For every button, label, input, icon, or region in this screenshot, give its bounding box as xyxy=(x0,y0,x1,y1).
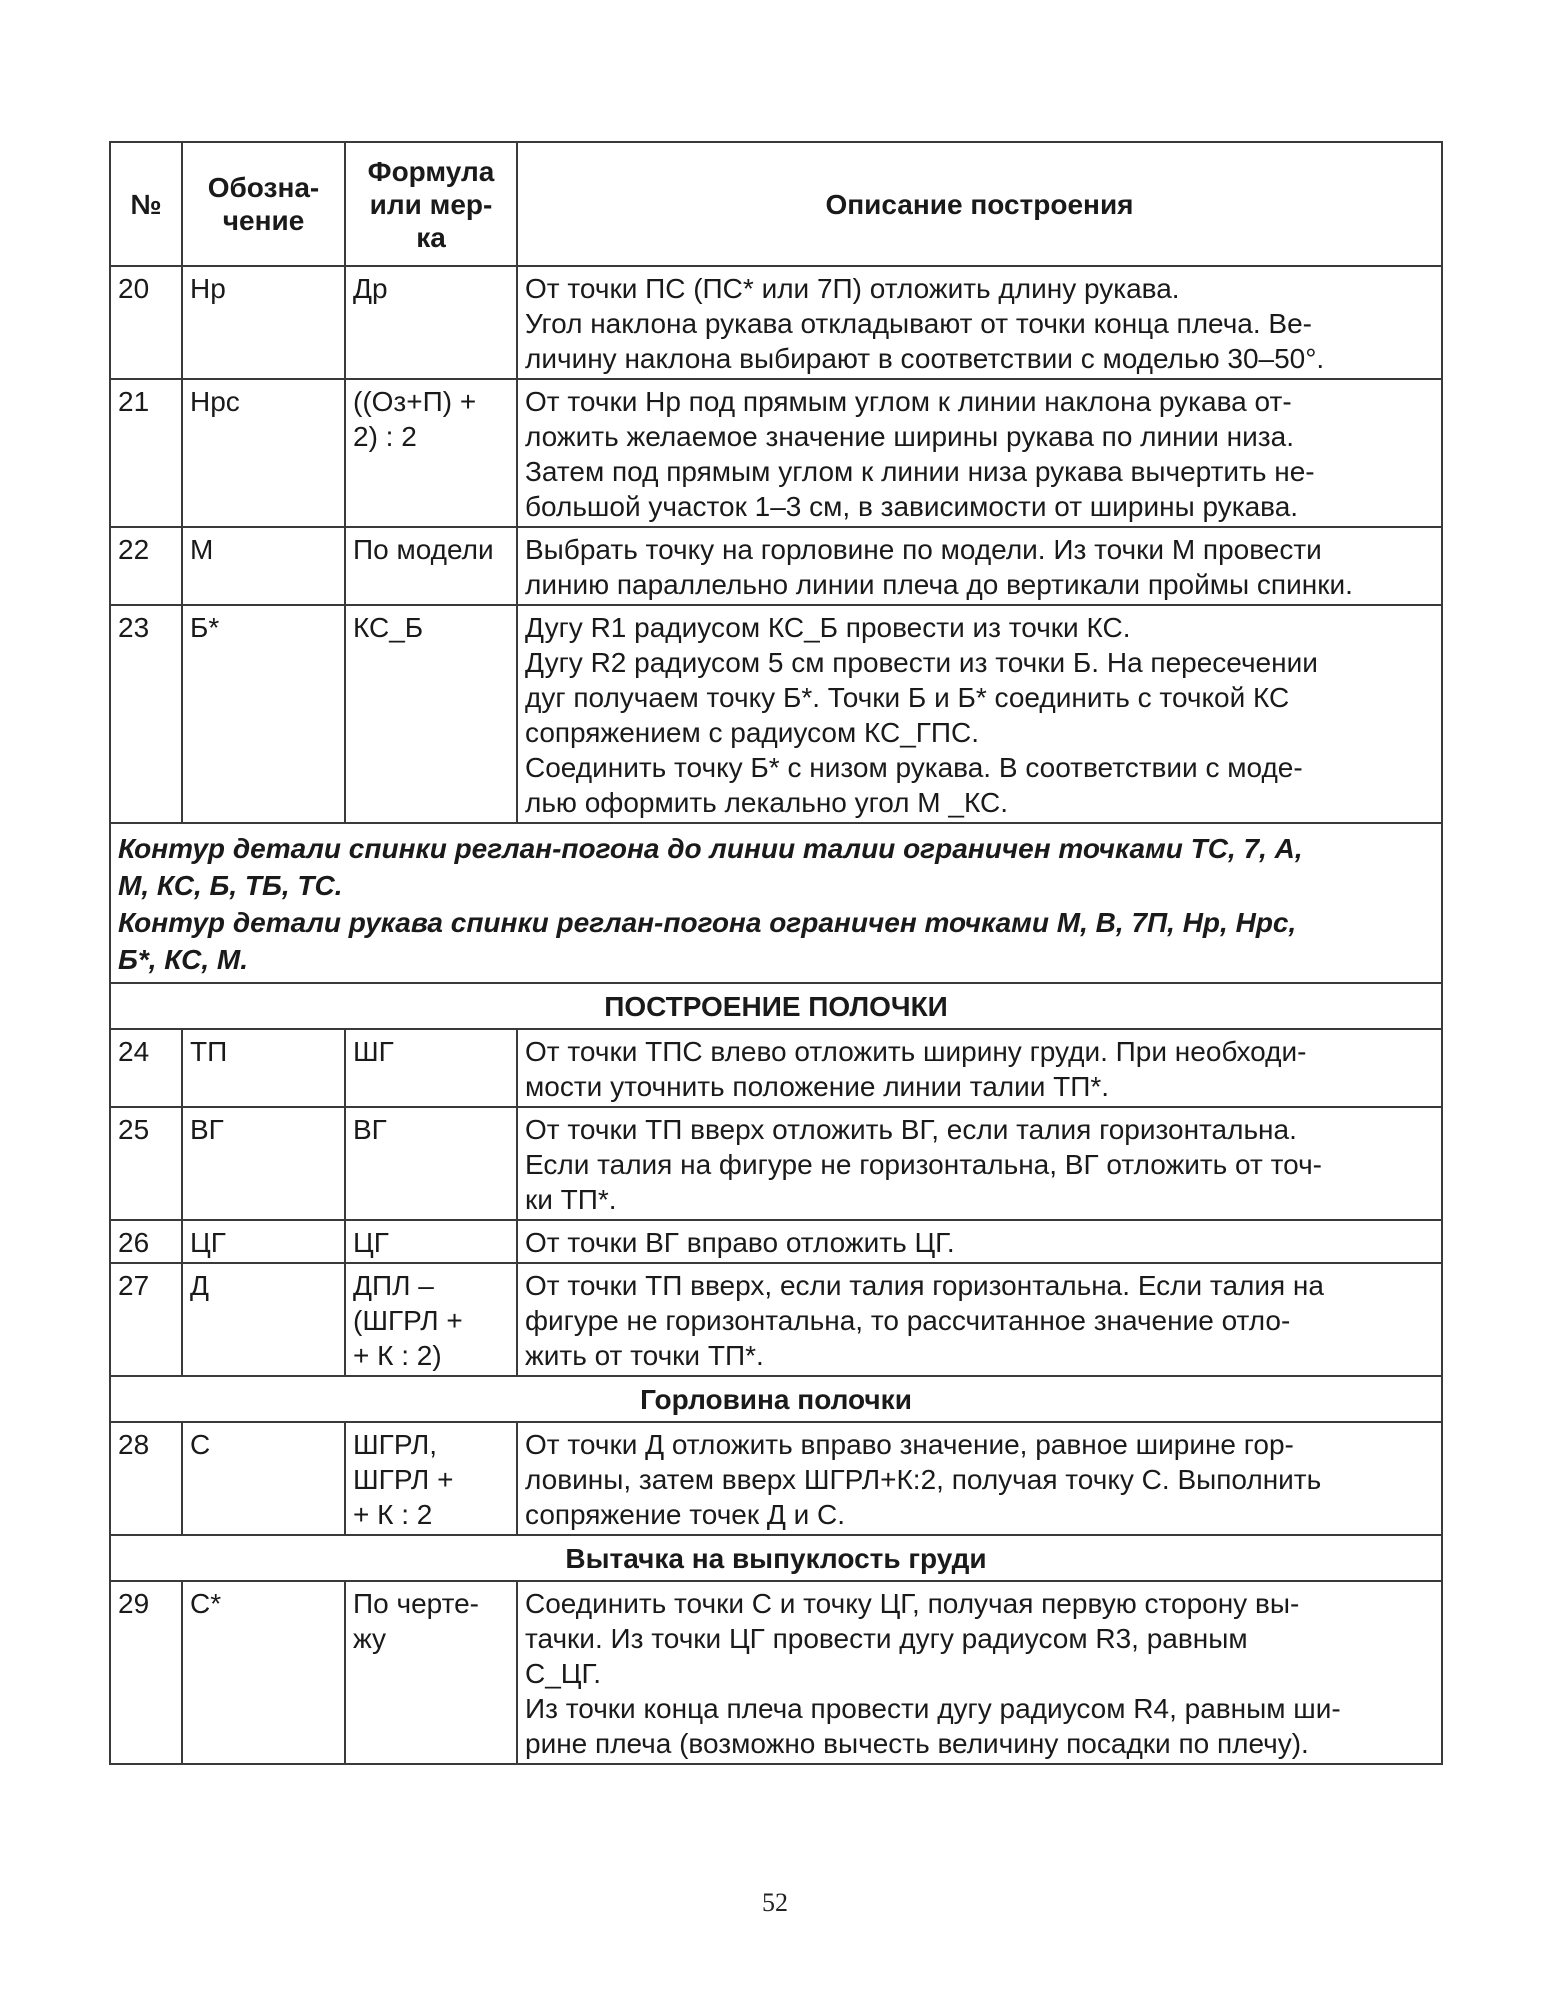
section-title-front: ПОСТРОЕНИЕ ПОЛОЧКИ xyxy=(110,983,1442,1029)
row-formula: ((Оз+П) + 2) : 2 xyxy=(345,379,517,527)
table-row xyxy=(110,1581,1442,1764)
table-row xyxy=(110,1107,1442,1220)
row-number: 24 xyxy=(110,1029,182,1107)
section-row xyxy=(110,1376,1442,1422)
row-formula: ВГ xyxy=(345,1107,517,1220)
row-formula: ЦГ xyxy=(345,1220,517,1263)
summary-row xyxy=(110,823,1442,983)
table-row xyxy=(110,266,1442,379)
row-designation: М xyxy=(182,527,345,605)
table-row xyxy=(110,527,1442,605)
row-formula: Др xyxy=(345,266,517,379)
row-number: 23 xyxy=(110,605,182,823)
header-description: Описание построения xyxy=(517,142,1442,266)
row-description: От точки Нр под прямым углом к линии наклона рукава от- ложить желаемое значение ширины рукава по линии низа. Затем под прямым углом к линии низа рукава вычертить не- большой участок 1–3 см, в зависимости от ширины рукава. xyxy=(517,379,1442,527)
row-description: От точки ВГ вправо отложить ЦГ. xyxy=(517,1220,1442,1263)
row-designation: ВГ xyxy=(182,1107,345,1220)
row-number: 25 xyxy=(110,1107,182,1220)
row-designation: Б* xyxy=(182,605,345,823)
page-number: 52 xyxy=(762,1888,788,1917)
section-title-neck: Горловина полочки xyxy=(110,1376,1442,1422)
row-description: Выбрать точку на горловине по модели. Из точки М провести линию параллельно линии плеча до вертикали проймы спинки. xyxy=(517,527,1442,605)
row-description: От точки ПС (ПС* или 7П) отложить длину рукава. Угол наклона рукава откладывают от точки конца плеча. Ве- личину наклона выбирают в соответствии с моделью 30–50°. xyxy=(517,266,1442,379)
row-formula: По модели xyxy=(345,527,517,605)
section-title-dart: Вытачка на выпуклость груди xyxy=(110,1535,1442,1581)
row-number: 27 xyxy=(110,1263,182,1376)
row-formula: ДПЛ – (ШГРЛ + + К : 2) xyxy=(345,1263,517,1376)
table-row xyxy=(110,1422,1442,1535)
row-formula: По черте- жу xyxy=(345,1581,517,1764)
row-designation: Д xyxy=(182,1263,345,1376)
table-row xyxy=(110,1029,1442,1107)
row-formula: КС_Б xyxy=(345,605,517,823)
row-designation: Нр xyxy=(182,266,345,379)
row-number: 21 xyxy=(110,379,182,527)
construction-table xyxy=(109,141,1443,1765)
row-description: Дугу R1 радиусом КС_Б провести из точки КС. Дугу R2 радиусом 5 см провести из точки Б. На пересечении дуг получаем точку Б*. Точки Б и Б* соединить с точкой КС сопряжением с радиусом КС_ГПС. Соединить точку Б* с низом рукава. В соответствии с моде- лью оформить лекально угол М _КС. xyxy=(517,605,1442,823)
table-row xyxy=(110,1263,1442,1376)
row-designation: С* xyxy=(182,1581,345,1764)
row-formula: ШГРЛ, ШГРЛ + + К : 2 xyxy=(345,1422,517,1535)
table-row xyxy=(110,1220,1442,1263)
header-formula: Формула или мер- ка xyxy=(345,142,517,266)
row-number: 29 xyxy=(110,1581,182,1764)
section-row xyxy=(110,983,1442,1029)
row-number: 26 xyxy=(110,1220,182,1263)
table-row xyxy=(110,379,1442,527)
table-row xyxy=(110,605,1442,823)
row-description: От точки ТП вверх, если талия горизонтальна. Если талия на фигуре не горизонтальна, то рассчитанное значение отло- жить от точки ТП*. xyxy=(517,1263,1442,1376)
header-number: № xyxy=(110,142,182,266)
row-formula: ШГ xyxy=(345,1029,517,1107)
row-designation: ЦГ xyxy=(182,1220,345,1263)
row-description: От точки ТП вверх отложить ВГ, если талия горизонтальна. Если талия на фигуре не горизонтальна, ВГ отложить от точ- ки ТП*. xyxy=(517,1107,1442,1220)
row-number: 22 xyxy=(110,527,182,605)
row-number: 20 xyxy=(110,266,182,379)
row-description: От точки ТПС влево отложить ширину груди. При необходи- мости уточнить положение линии талии ТП*. xyxy=(517,1029,1442,1107)
row-designation: С xyxy=(182,1422,345,1535)
row-designation: Нрс xyxy=(182,379,345,527)
table-header-row xyxy=(110,142,1442,266)
row-designation: ТП xyxy=(182,1029,345,1107)
row-number: 28 xyxy=(110,1422,182,1535)
contour-summary: Контур детали спинки реглан-погона до линии талии ограничен точками ТС, 7, А, М, КС, Б, ТБ, ТС. Контур детали рукава спинки реглан-погона ограничен точками М, В, 7П, Нр, Нрс, Б*, КС, М. xyxy=(110,823,1442,983)
header-designation: Обозна- чение xyxy=(182,142,345,266)
section-row xyxy=(110,1535,1442,1581)
row-description: Соединить точки С и точку ЦГ, получая первую сторону вы- тачки. Из точки ЦГ провести дугу радиусом R3, равным С_ЦГ. Из точки конца плеча провести дугу радиусом R4, равным ши- рине плеча (возможно вычесть величину посадки по плечу). xyxy=(517,1581,1442,1764)
row-description: От точки Д отложить вправо значение, равное ширине гор- ловины, затем вверх ШГРЛ+К:2, получая точку С. Выполнить сопряжение точек Д и С. xyxy=(517,1422,1442,1535)
